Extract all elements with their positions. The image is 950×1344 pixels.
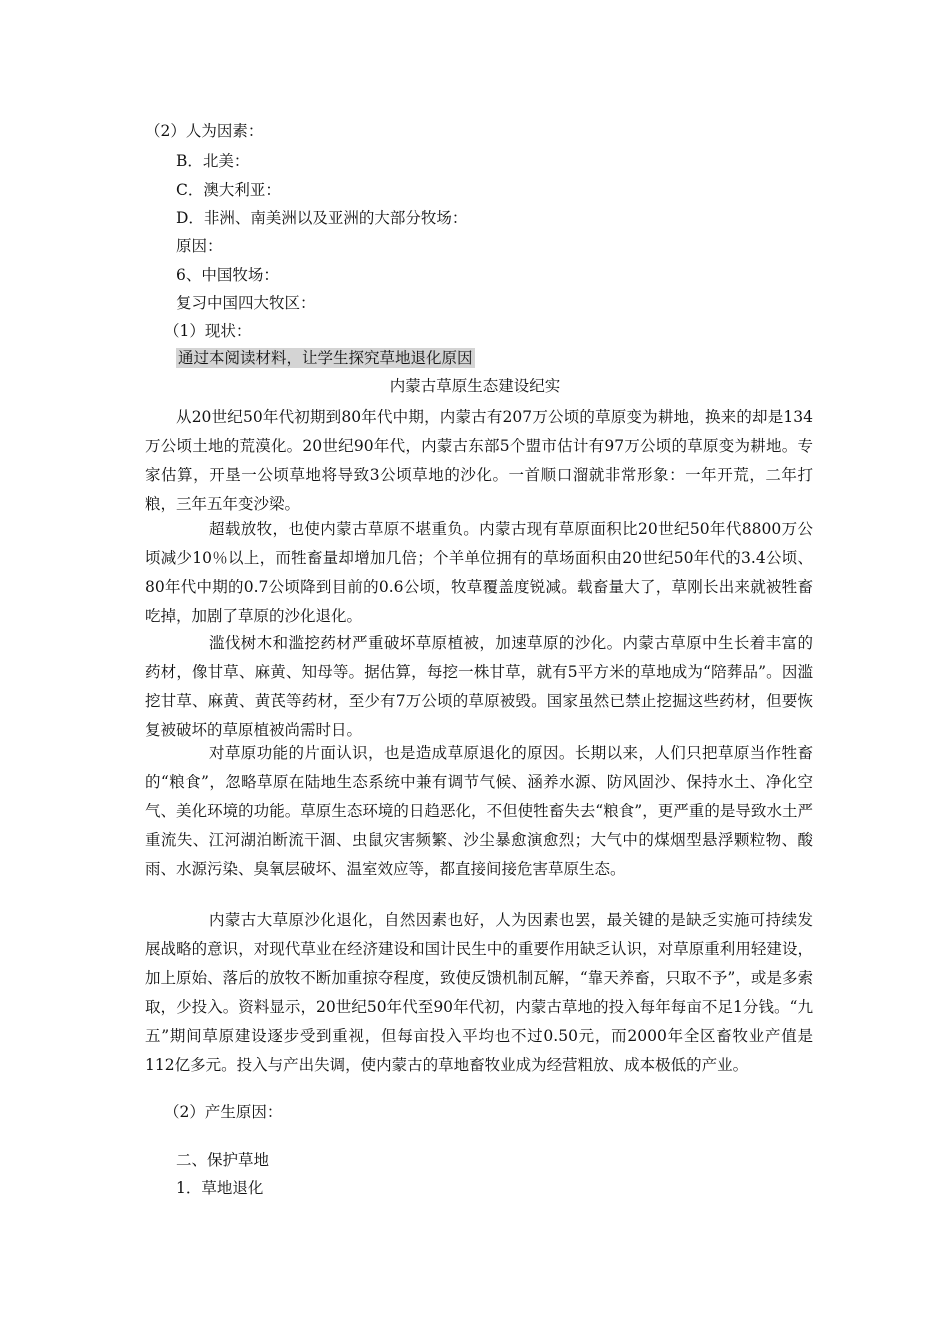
article-paragraph-5: 内蒙古大草原沙化退化，自然因素也好，人为因素也罢，最关键的是缺乏实施可持续发展战略的意识，对现代草业在经济建设和国计民生中的重要作用缺乏认识，对草原重利用轻建设，加上原始、落后的放牧不断加重掠夺程度，致使反馈机制瓦解，“靠天养畜，只取不予”，或是多索取，少投入。资料显示，20世纪50年代至90年代初，内蒙古草地的投入每年每亩不足1分钱。“九五”期间草原建设逐步受到重视，但每亩投入平均也不过0.50元，而2000年全区畜牧业产值是112亿多元。投入与产出失调，使内蒙古的草地畜牧业成为经营粗放、成本极低的产业。: [145, 911, 813, 1074]
article-paragraph-1: 从20世纪50年代初期到80年代中期，内蒙古有207万公顷的草原变为耕地，换来的却是134万公顷土地的荒漠化。20世纪90年代，内蒙古东部5个盟市估计有97万公顷的草原变为耕地。专家估算，开垦一公顷草地将导致3公顷草地的沙化。一首顺口溜就非常形象：一年开荒，二年打粮，三年五年变沙梁。: [145, 408, 813, 513]
outline-item-africa-south-america-asia: D．非洲、南美洲以及亚洲的大部分牧场：: [176, 209, 468, 227]
outline-item-review-four-pastoral-areas: 复习中国四大牧区：: [176, 294, 316, 312]
article-paragraph-3: 滥伐树木和滥挖药材严重破坏草原植被，加速草原的沙化。内蒙古草原中生长着丰富的药材，像甘草、麻黄、知母等。据估算，每挖一株甘草，就有5平方米的草地成为“陪葬品”。因滥挖甘草、麻黄、黄芪等药材，至少有7万公顷的草原被毁。国家虽然已禁止挖掘这些药材，但要恢复被破坏的草原植被尚需时日。: [145, 634, 813, 739]
outline-item-australia: C．澳大利亚：: [176, 181, 281, 199]
outline-item-current-status: （1）现状：: [164, 322, 252, 340]
article-title: 内蒙古草原生态建设纪实: [389, 377, 561, 395]
article-paragraph-2: 超载放牧，也使内蒙古草原不堪重负。内蒙古现有草原面积比20世纪50年代8800万公顷减少10％以上，而牲畜量却增加几倍；个羊单位拥有的草场面积由20世纪50年代的3.4公顷、80年代中期的0.7公顷降到目前的0.6公顷，牧草覆盖度锐减。载畜量大了，草刚长出来就被牲畜吃掉，加剧了草原的沙化退化。: [145, 520, 813, 625]
outline-item-reason: 原因：: [176, 237, 223, 255]
highlighted-teaching-note: 通过本阅读材料，让学生探究草地退化原因: [178, 349, 473, 367]
article-paragraph-4: 对草原功能的片面认识，也是造成草原退化的原因。长期以来，人们只把草原当作牲畜的“粮食”，忽略草原在陆地生态系统中兼有调节气候、涵养水源、防风固沙、保持水土、净化空气、美化环境的功能。草原生态环境的日趋恶化，不但使牲畜失去“粮食”，更严重的是导致水土严重流失、江河湖泊断流干涸、虫鼠灾害频繁、沙尘暴愈演愈烈；大气中的煤烟型悬浮颗粒物、酸雨、水源污染、臭氧层破坏、温室效应等，都直接间接危害草原生态。: [145, 744, 813, 878]
outline-item-china-pastures: 6、中国牧场：: [176, 266, 279, 284]
outline-item-north-america: B．北美：: [176, 152, 250, 170]
section-heading-protect-grassland: 二、保护草地: [176, 1151, 270, 1169]
subsection-heading-grassland-degradation: 1．草地退化: [176, 1179, 264, 1197]
outline-item-causes: （2）产生原因：: [164, 1103, 283, 1121]
outline-item-human-factors: （2）人为因素：: [145, 122, 264, 140]
